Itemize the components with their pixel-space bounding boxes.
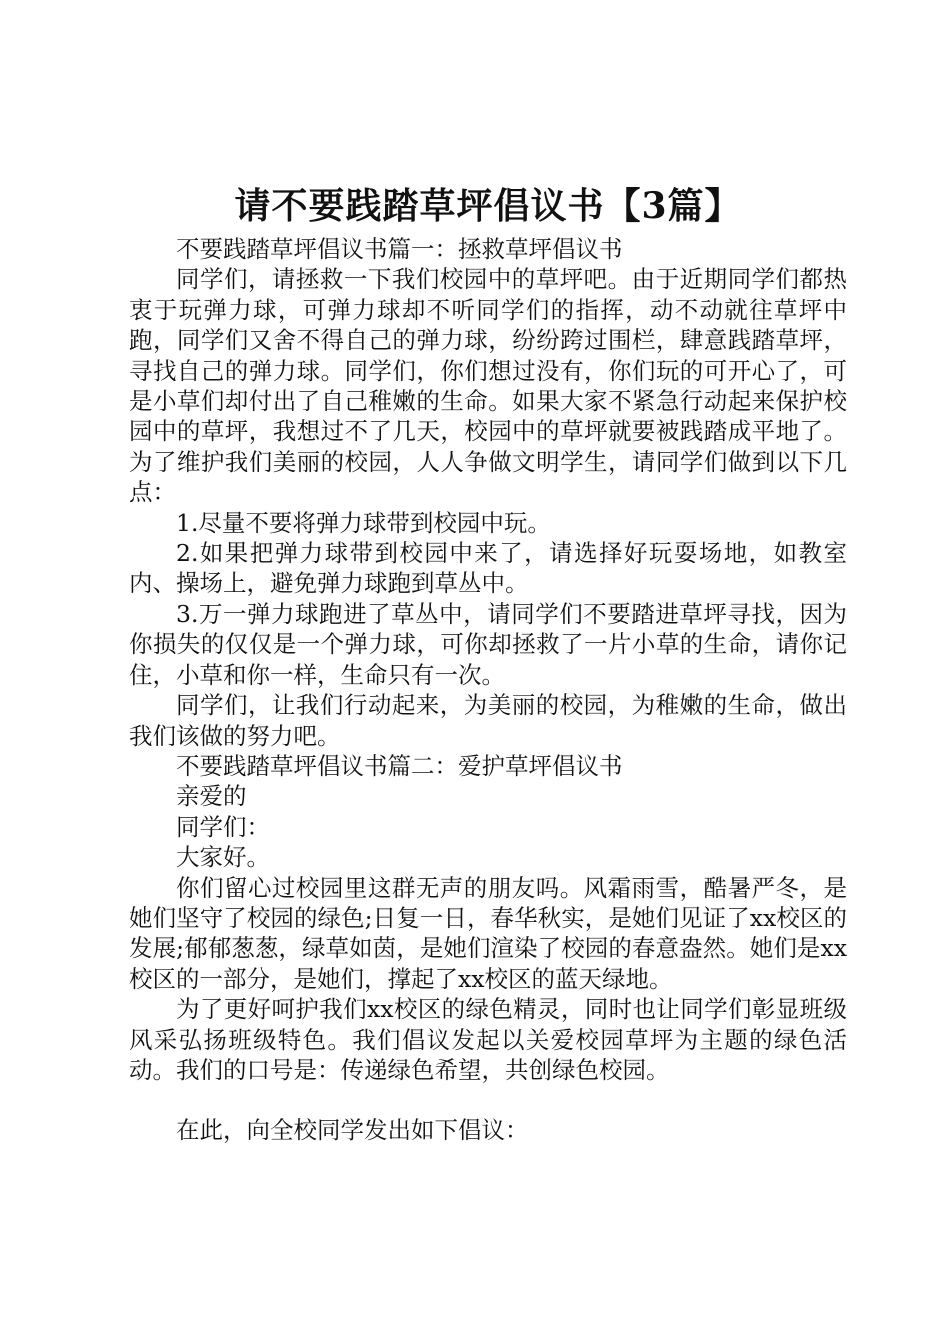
body-paragraph: 你们留心过校园里这群无声的朋友吗。风霜雨雪，酷暑严冬，是她们坚守了校园的绿色;日复一日，春华秋实，是她们见证了xx校区的发展;郁郁葱葱，绿草如茵，是她们渲染了校园的春意盎然。她们是xx校区的一部分，是她们，撑起了xx校区的蓝天绿地。 — [129, 873, 847, 993]
list-item-1: 1.尽量不要将弹力球带到校园中玩。 — [176, 508, 551, 537]
greeting-line: 大家好。 — [176, 843, 270, 872]
list-item-3: 3.万一弹力球跑进了草丛中，请同学们不要踏进草坪寻找，因为你损失的仅仅是一个弹力球，可你却拯救了一片小草的生命，请你记住，小草和你一样，生命只有一次。 — [129, 599, 847, 689]
document-page — [129, 180, 847, 1146]
document-title: 请不要践踏草坪倡议书【3篇】 — [234, 185, 742, 227]
body-paragraph: 同学们，请拯救一下我们校园中的草坪吧。由于近期同学们都热衷于玩弹力球，可弹力球却不听同学们的指挥，动不动就往草坪中跑，同学们又舍不得自己的弹力球，纷纷跨过围栏，肆意践踏草坪，寻找自己的弹力球。同学们，你们想过没有，你们玩的可开心了，可是小草们却付出了自己稚嫩的生命。如果大家不紧急行动起来保护校园中的草坪，我想过不了几天，校园中的草坪就要被践踏成平地了。为了维护我们美丽的校园，人人争做文明学生，请同学们做到以下几点： — [129, 265, 847, 507]
section-heading-2: 不要践踏草坪倡议书篇二：爱护草坪倡议书 — [176, 751, 623, 780]
body-paragraph: 在此，向全校同学发出如下倡议： — [176, 1116, 529, 1145]
section-heading-1: 不要践踏草坪倡议书篇一：拯救草坪倡议书 — [176, 235, 623, 263]
paragraph-gap — [129, 1085, 847, 1115]
list-item-2: 2.如果把弹力球带到校园中来了，请选择好玩耍场地，如教室内、操场上，避免弹力球跑到草丛中。 — [129, 539, 847, 598]
body-paragraph: 同学们，让我们行动起来，为美丽的校园，为稚嫩的生命，做出我们该做的努力吧。 — [129, 691, 847, 750]
body-paragraph: 为了更好呵护我们xx校区的绿色精灵，同时也让同学们彰显班级风采弘扬班级特色。我们倡议发起以关爱校园草坪为主题的绿色活动。我们的口号是：传递绿色希望，共创绿色校园。 — [129, 995, 847, 1084]
salutation-line: 同学们： — [176, 812, 270, 841]
salutation-line: 亲爱的 — [176, 782, 247, 811]
